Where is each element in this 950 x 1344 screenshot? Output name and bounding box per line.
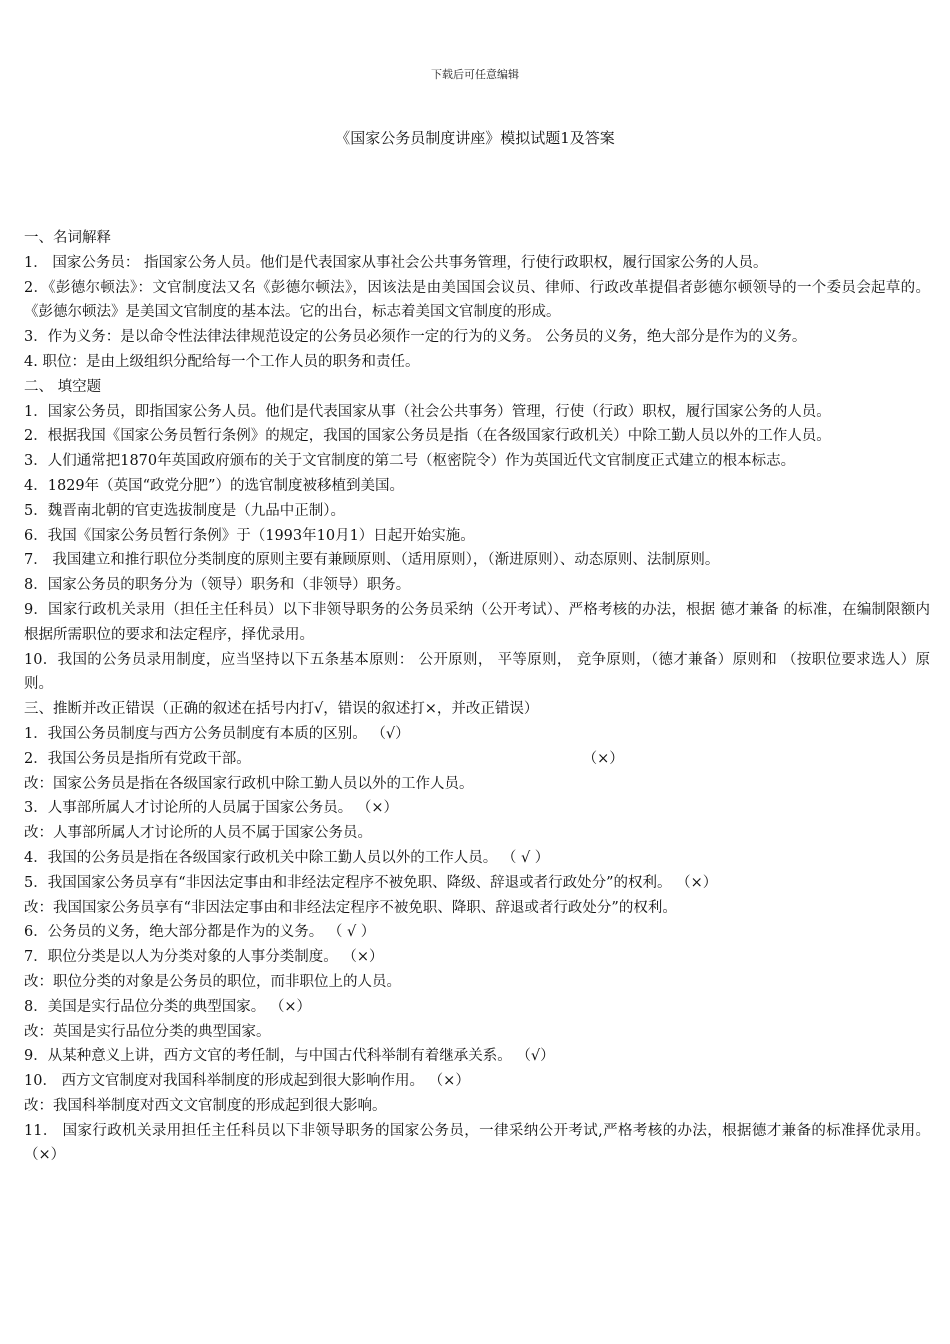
paragraph: 1．我国公务员制度与西方公务员制度有本质的区别。 （√） bbox=[24, 725, 410, 742]
section-heading: 一、名词解释 bbox=[24, 230, 111, 246]
document-title: 《国家公务员制度讲座》模拟试题1及答案 bbox=[335, 129, 615, 147]
paragraph: 8．国家公务员的职务分为（领导）职务和（非领导）职务。 bbox=[24, 577, 411, 594]
paragraph: 4．1829年（英国“政党分肥”）的选官制度被移植到美国。 bbox=[24, 477, 404, 494]
paragraph: 3．人事部所属人才讨论所的人员属于国家公务员。 （×） bbox=[24, 800, 398, 817]
correction: 改：英国是实行品位分类的典型国家。 bbox=[24, 1023, 271, 1040]
paragraph: 1．国家公务员，即指国家公务人员。他们是代表国家从事（社会公共事务）管理，行使（行政）职权，履行国家公务的人员。 bbox=[24, 403, 831, 420]
paragraph: 1． 国家公务员： 指国家公务人员。他们是代表国家从事社会公共事务管理，行使行政职权，履行国家公务的人员。 bbox=[24, 254, 768, 271]
paragraph: 6．我国《国家公务员暂行条例》于（1993年10月1）日起开始实施。 bbox=[24, 527, 475, 544]
paragraph: 11． 国家行政机关录用担任主任科员以下非领导职务的国家公务员，一律采纳公开考试,严格考核的办法，根据德才兼备的标准择优录用。 （×） bbox=[24, 1122, 930, 1164]
header-note: 下载后可任意编辑 bbox=[431, 68, 519, 81]
paragraph: 7．职位分类是以人为分类对象的人事分类制度。 （×） bbox=[24, 949, 384, 966]
paragraph: 9．从某种意义上讲，西方文官的考任制，与中国古代科举制有着继承关系。 （√） bbox=[24, 1048, 555, 1065]
paragraph: 5．我国国家公务员享有“非因法定事由和非经法定程序不被免职、降级、辞退或者行政处分”的权利。 （×） bbox=[24, 874, 718, 891]
correction: 改：职位分类的对象是公务员的职位，而非职位上的人员。 bbox=[24, 973, 401, 990]
document-body bbox=[24, 226, 930, 1168]
paragraph: 3．作为义务：是以命令性法律法律规范设定的公务员必须作一定的行为的义务。 公务员的义务，绝大部分是作为的义务。 bbox=[24, 329, 807, 346]
paragraph: 10．我国的公务员录用制度，应当坚持以下五条基本原则： 公开原则， 平等原则， 竞争原则，（德才兼备）原则和 （按职位要求选人）原则。 bbox=[24, 651, 930, 693]
paragraph: 2．根据我国《国家公务员暂行条例》的规定，我国的国家公务员是指（在各级国家行政机关）中除工勤人员以外的工作人员。 bbox=[24, 428, 831, 445]
paragraph: 7． 我国建立和推行职位分类制度的原则主要有兼顾原则、（适用原则），（渐进原则）、动态原则、法制原则。 bbox=[24, 552, 720, 569]
section-heading: 二、 填空题 bbox=[24, 378, 102, 395]
paragraph: 2．《彭德尔顿法》：文官制度法又名《彭德尔顿法》，因该法是由美国国会议员、律师、行政改革提倡者彭德尔顿领导的一个委员会起草的。《彭德尔顿法》是美国文官制度的基本法。它的出台，标志着美国文官制度的形成。 bbox=[24, 279, 930, 321]
paragraph: 5．魏晋南北朝的官吏选拔制度是（九品中正制）。 bbox=[24, 502, 345, 519]
correction: 改：我国国家公务员享有“非因法定事由和非经法定程序不被免职、降职、辞退或者行政处分”的权利。 bbox=[24, 899, 677, 916]
correction: 改：人事部所属人才讨论所的人员不属于国家公务员。 bbox=[24, 825, 372, 842]
paragraph: 10． 西方文官制度对我国科举制度的形成起到很大影响作用。 （×） bbox=[24, 1073, 470, 1090]
paragraph: 4. 职位：是由上级组织分配给每一个工作人员的职务和责任。 bbox=[24, 353, 420, 370]
section-heading: 三、推断并改正错误（正确的叙述在括号内打√，错误的叙述打×，并改正错误） bbox=[24, 701, 539, 718]
paragraph: 9．国家行政机关录用（担任主任科员）以下非领导职务的公务员采纳（公开考试）、严格考核的办法，根据 德才兼备 的标准，在编制限额内根据所需职位的要求和法定程序，择优录用。 bbox=[24, 601, 930, 643]
paragraph: 2．我国公务员是指所有党政干部。 （×） bbox=[24, 750, 624, 767]
paragraph: 8．美国是实行品位分类的典型国家。 （×） bbox=[24, 998, 311, 1015]
correction: 改：我国科举制度对西文文官制度的形成起到很大影响。 bbox=[24, 1097, 387, 1114]
paragraph: 4．我国的公务员是指在各级国家行政机关中除工勤人员以外的工作人员。 （ √ ） bbox=[24, 849, 550, 866]
correction: 改：国家公务员是指在各级国家行政机中除工勤人员以外的工作人员。 bbox=[24, 775, 474, 792]
paragraph: 6．公务员的义务，绝大部分都是作为的义务。 （ √ ） bbox=[24, 924, 376, 941]
paragraph: 3．人们通常把1870年英国政府颁布的关于文官制度的第二号（枢密院令）作为英国近代文官制度正式建立的根本标志。 bbox=[24, 453, 796, 470]
